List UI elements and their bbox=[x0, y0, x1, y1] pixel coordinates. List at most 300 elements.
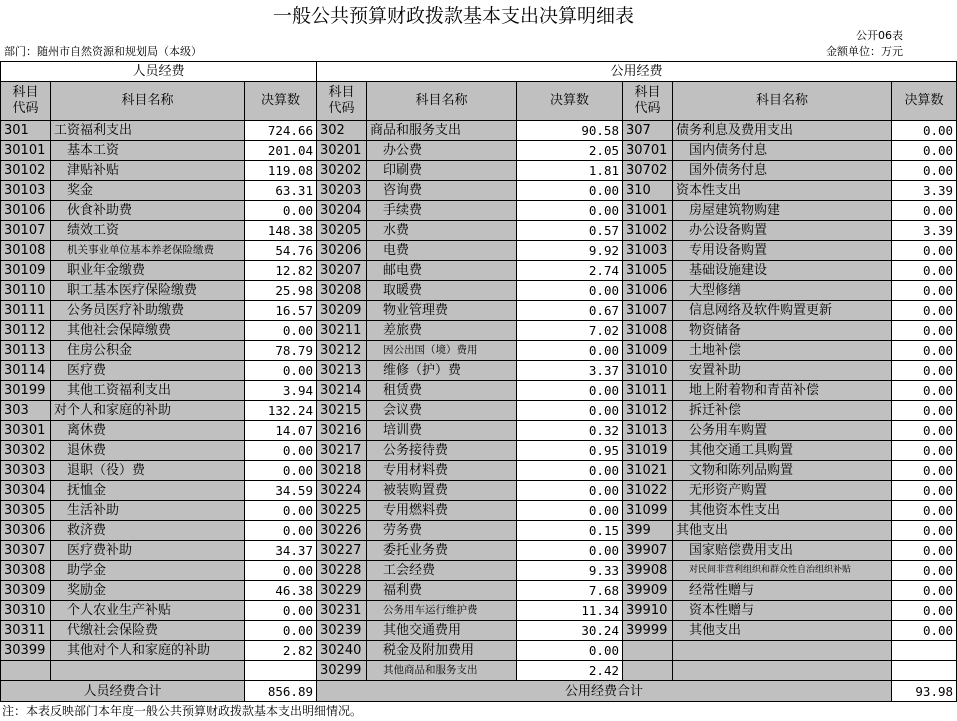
subject-code: 30224 bbox=[317, 481, 367, 501]
table-row bbox=[1, 181, 957, 201]
amount-value: 0.00 bbox=[517, 181, 623, 201]
subject-code: 30225 bbox=[317, 501, 367, 521]
subject-name: 办公设备购置 bbox=[673, 221, 892, 241]
subject-name: 国内债务付息 bbox=[673, 141, 892, 161]
amount-value: 54.76 bbox=[245, 241, 317, 261]
subject-name: 无形资产购置 bbox=[673, 481, 892, 501]
subject-name: 物资储备 bbox=[673, 321, 892, 341]
subject-name: 奖励金 bbox=[51, 581, 245, 601]
subject-name: 公务用车运行维护费 bbox=[367, 601, 517, 621]
table-row bbox=[1, 121, 957, 141]
subject-name bbox=[51, 661, 245, 681]
subject-code: 30208 bbox=[317, 281, 367, 301]
amount-value: 78.79 bbox=[245, 341, 317, 361]
subject-code: 30112 bbox=[1, 321, 51, 341]
subject-code: 30216 bbox=[317, 421, 367, 441]
subject-name: 住房公积金 bbox=[51, 341, 245, 361]
subject-code: 30307 bbox=[1, 541, 51, 561]
amount-value: 46.38 bbox=[245, 581, 317, 601]
public-total-value: 93.98 bbox=[892, 681, 957, 702]
amount-value: 0.00 bbox=[892, 301, 957, 321]
totals-row bbox=[1, 681, 957, 702]
subject-code: 310 bbox=[623, 181, 673, 201]
subject-name: 基础设施建设 bbox=[673, 261, 892, 281]
subject-name: 其他对个人和家庭的补助 bbox=[51, 641, 245, 661]
subject-code: 30229 bbox=[317, 581, 367, 601]
subject-name: 会议费 bbox=[367, 401, 517, 421]
subject-code: 30114 bbox=[1, 361, 51, 381]
amount-value: 0.00 bbox=[892, 461, 957, 481]
subject-code: 31021 bbox=[623, 461, 673, 481]
amount-value: 0.57 bbox=[517, 221, 623, 241]
subject-name: 委托业务费 bbox=[367, 541, 517, 561]
amount-value: 90.58 bbox=[517, 121, 623, 141]
table-row bbox=[1, 141, 957, 161]
amount-value: 3.37 bbox=[517, 361, 623, 381]
amount-value: 0.00 bbox=[892, 521, 957, 541]
subject-code: 30240 bbox=[317, 641, 367, 661]
subject-name: 办公费 bbox=[367, 141, 517, 161]
subject-code: 30206 bbox=[317, 241, 367, 261]
subject-name: 印刷费 bbox=[367, 161, 517, 181]
amount-value: 0.15 bbox=[517, 521, 623, 541]
subject-name: 安置补助 bbox=[673, 361, 892, 381]
amount-value: 0.00 bbox=[892, 241, 957, 261]
subject-name: 大型修缮 bbox=[673, 281, 892, 301]
subject-name: 其他工资福利支出 bbox=[51, 381, 245, 401]
subject-name: 经常性赠与 bbox=[673, 581, 892, 601]
table-row bbox=[1, 461, 957, 481]
subject-code bbox=[1, 661, 51, 681]
subject-name: 津贴补贴 bbox=[51, 161, 245, 181]
table-row bbox=[1, 261, 957, 281]
subject-code: 30228 bbox=[317, 561, 367, 581]
amount-value: 0.00 bbox=[892, 381, 957, 401]
subject-code: 30108 bbox=[1, 241, 51, 261]
subject-code: 39910 bbox=[623, 601, 673, 621]
subject-code: 30103 bbox=[1, 181, 51, 201]
subject-name: 文物和陈列品购置 bbox=[673, 461, 892, 481]
amount-value: 0.00 bbox=[517, 281, 623, 301]
amount-value: 0.95 bbox=[517, 441, 623, 461]
subject-name: 奖金 bbox=[51, 181, 245, 201]
table-row bbox=[1, 301, 957, 321]
subject-name: 助学金 bbox=[51, 561, 245, 581]
subject-name: 其他交通费用 bbox=[367, 621, 517, 641]
amount-value: 9.92 bbox=[517, 241, 623, 261]
subject-code: 30308 bbox=[1, 561, 51, 581]
subject-code bbox=[623, 661, 673, 681]
amount-value: 0.00 bbox=[245, 321, 317, 341]
amount-value: 0.00 bbox=[517, 641, 623, 661]
amount-value: 34.37 bbox=[245, 541, 317, 561]
subject-code: 30306 bbox=[1, 521, 51, 541]
subject-name: 公务接待费 bbox=[367, 441, 517, 461]
subject-code: 30239 bbox=[317, 621, 367, 641]
subject-code: 30199 bbox=[1, 381, 51, 401]
table-row bbox=[1, 341, 957, 361]
subject-name bbox=[673, 661, 892, 681]
subject-code: 30204 bbox=[317, 201, 367, 221]
subject-code: 30212 bbox=[317, 341, 367, 361]
subject-name: 公务员医疗补助缴费 bbox=[51, 301, 245, 321]
amount-value: 0.00 bbox=[245, 361, 317, 381]
subject-name: 工会经费 bbox=[367, 561, 517, 581]
table-row bbox=[1, 481, 957, 501]
subject-name: 职工基本医疗保险缴费 bbox=[51, 281, 245, 301]
amount-value: 7.68 bbox=[517, 581, 623, 601]
subject-name: 土地补偿 bbox=[673, 341, 892, 361]
expenditure-table bbox=[0, 61, 957, 702]
subject-name: 基本工资 bbox=[51, 141, 245, 161]
subject-code: 399 bbox=[623, 521, 673, 541]
name-header: 科目名称 bbox=[673, 82, 892, 121]
subject-code: 30107 bbox=[1, 221, 51, 241]
subject-name: 手续费 bbox=[367, 201, 517, 221]
subject-code: 31008 bbox=[623, 321, 673, 341]
subject-code: 30227 bbox=[317, 541, 367, 561]
amount-value: 0.00 bbox=[892, 401, 957, 421]
subject-code: 31009 bbox=[623, 341, 673, 361]
table-row bbox=[1, 621, 957, 641]
amount-value: 0.32 bbox=[517, 421, 623, 441]
subject-name: 维修（护）费 bbox=[367, 361, 517, 381]
footnote: 注：本表反映部门本年度一般公共预算财政拨款基本支出明细情况。 bbox=[2, 704, 363, 718]
subject-code: 30702 bbox=[623, 161, 673, 181]
subject-code: 31099 bbox=[623, 501, 673, 521]
amount-value: 0.00 bbox=[892, 441, 957, 461]
code-header: 科目 代码 bbox=[317, 82, 367, 121]
subject-name: 代缴社会保险费 bbox=[51, 621, 245, 641]
table-row bbox=[1, 521, 957, 541]
amount-value: 0.00 bbox=[892, 141, 957, 161]
table-row bbox=[1, 321, 957, 341]
public-header: 公用经费 bbox=[317, 62, 957, 82]
table-row bbox=[1, 441, 957, 461]
amount-value: 0.00 bbox=[245, 601, 317, 621]
amount-value: 0.00 bbox=[892, 581, 957, 601]
subject-code: 30303 bbox=[1, 461, 51, 481]
subject-name: 取暖费 bbox=[367, 281, 517, 301]
table-row bbox=[1, 641, 957, 661]
subject-name: 其他商品和服务支出 bbox=[367, 661, 517, 681]
subject-code: 30109 bbox=[1, 261, 51, 281]
code-header: 科目 代码 bbox=[1, 82, 51, 121]
subject-name: 水费 bbox=[367, 221, 517, 241]
public-total-label: 公用经费合计 bbox=[317, 681, 892, 702]
amount-value: 0.00 bbox=[892, 601, 957, 621]
amount-value: 0.00 bbox=[892, 281, 957, 301]
subject-code: 39907 bbox=[623, 541, 673, 561]
subject-code: 30213 bbox=[317, 361, 367, 381]
table-row bbox=[1, 241, 957, 261]
amount-value: 0.00 bbox=[245, 501, 317, 521]
amount-value: 0.00 bbox=[245, 441, 317, 461]
amount-value: 12.82 bbox=[245, 261, 317, 281]
subject-code: 30305 bbox=[1, 501, 51, 521]
subject-name: 公务用车购置 bbox=[673, 421, 892, 441]
subject-name: 专用燃料费 bbox=[367, 501, 517, 521]
subject-name: 信息网络及软件购置更新 bbox=[673, 301, 892, 321]
amount-value: 724.66 bbox=[245, 121, 317, 141]
amount-value: 0.00 bbox=[517, 501, 623, 521]
amount-value: 0.00 bbox=[892, 621, 957, 641]
subject-code: 30205 bbox=[317, 221, 367, 241]
report-title: 一般公共预算财政拨款基本支出决算明细表 bbox=[272, 5, 634, 27]
form-code: 公开06表 bbox=[856, 29, 903, 42]
subject-name: 专用设备购置 bbox=[673, 241, 892, 261]
amount-value: 148.38 bbox=[245, 221, 317, 241]
amount-value: 0.00 bbox=[892, 201, 957, 221]
amount-header: 决算数 bbox=[245, 82, 317, 121]
amount-value: 0.00 bbox=[245, 561, 317, 581]
subject-name: 工资福利支出 bbox=[51, 121, 245, 141]
amount-value: 0.00 bbox=[892, 161, 957, 181]
table-row bbox=[1, 601, 957, 621]
personnel-total-value: 856.89 bbox=[245, 681, 317, 702]
subject-name: 其他社会保障缴费 bbox=[51, 321, 245, 341]
subject-code: 39908 bbox=[623, 561, 673, 581]
subject-name: 地上附着物和青苗补偿 bbox=[673, 381, 892, 401]
subject-code: 30217 bbox=[317, 441, 367, 461]
table-row bbox=[1, 401, 957, 421]
amount-value: 0.00 bbox=[892, 321, 957, 341]
subject-name: 商品和服务支出 bbox=[367, 121, 517, 141]
personnel-header: 人员经费 bbox=[1, 62, 317, 82]
amount-value: 0.00 bbox=[245, 521, 317, 541]
amount-value: 11.34 bbox=[517, 601, 623, 621]
subject-code: 30102 bbox=[1, 161, 51, 181]
subject-name: 劳务费 bbox=[367, 521, 517, 541]
amount-value bbox=[892, 641, 957, 661]
amount-value: 0.00 bbox=[517, 461, 623, 481]
subject-code bbox=[623, 641, 673, 661]
amount-value: 0.00 bbox=[892, 501, 957, 521]
subject-code: 31022 bbox=[623, 481, 673, 501]
subject-code: 301 bbox=[1, 121, 51, 141]
subject-name: 其他资本性支出 bbox=[673, 501, 892, 521]
amount-value: 2.05 bbox=[517, 141, 623, 161]
subject-name: 差旅费 bbox=[367, 321, 517, 341]
subject-name: 绩效工资 bbox=[51, 221, 245, 241]
subject-code: 31012 bbox=[623, 401, 673, 421]
subject-name: 债务利息及费用支出 bbox=[673, 121, 892, 141]
amount-value: 63.31 bbox=[245, 181, 317, 201]
subject-name: 资本性支出 bbox=[673, 181, 892, 201]
subject-code: 31019 bbox=[623, 441, 673, 461]
amount-value: 0.00 bbox=[245, 201, 317, 221]
subject-name: 其他支出 bbox=[673, 521, 892, 541]
subject-name: 房屋建筑物购建 bbox=[673, 201, 892, 221]
subject-code: 31003 bbox=[623, 241, 673, 261]
subject-code: 30302 bbox=[1, 441, 51, 461]
amount-value: 2.42 bbox=[517, 661, 623, 681]
amount-value: 16.57 bbox=[245, 301, 317, 321]
subject-name: 退休费 bbox=[51, 441, 245, 461]
subject-name: 其他交通工具购置 bbox=[673, 441, 892, 461]
table-row bbox=[1, 381, 957, 401]
subject-code: 30209 bbox=[317, 301, 367, 321]
amount-header: 决算数 bbox=[517, 82, 623, 121]
subject-name: 专用材料费 bbox=[367, 461, 517, 481]
subject-name: 拆迁补偿 bbox=[673, 401, 892, 421]
subject-code: 39909 bbox=[623, 581, 673, 601]
subject-code: 30211 bbox=[317, 321, 367, 341]
subject-code: 31007 bbox=[623, 301, 673, 321]
subject-code: 30299 bbox=[317, 661, 367, 681]
subject-name: 对个人和家庭的补助 bbox=[51, 401, 245, 421]
amount-value: 119.08 bbox=[245, 161, 317, 181]
subject-code: 30106 bbox=[1, 201, 51, 221]
amount-value: 7.02 bbox=[517, 321, 623, 341]
name-header: 科目名称 bbox=[367, 82, 517, 121]
amount-value: 0.00 bbox=[517, 401, 623, 421]
table-row bbox=[1, 421, 957, 441]
subject-name: 其他支出 bbox=[673, 621, 892, 641]
subject-code: 30202 bbox=[317, 161, 367, 181]
subject-code: 31013 bbox=[623, 421, 673, 441]
amount-value: 0.00 bbox=[517, 381, 623, 401]
subject-name: 职业年金缴费 bbox=[51, 261, 245, 281]
subject-code: 30201 bbox=[317, 141, 367, 161]
subject-name: 资本性赠与 bbox=[673, 601, 892, 621]
amount-value: 0.00 bbox=[892, 361, 957, 381]
subject-name: 国外债务付息 bbox=[673, 161, 892, 181]
amount-value bbox=[892, 661, 957, 681]
amount-header: 决算数 bbox=[892, 82, 957, 121]
subject-code: 30207 bbox=[317, 261, 367, 281]
amount-value: 0.00 bbox=[892, 481, 957, 501]
subject-name: 救济费 bbox=[51, 521, 245, 541]
table-row bbox=[1, 501, 957, 521]
subject-name: 伙食补助费 bbox=[51, 201, 245, 221]
amount-value: 132.24 bbox=[245, 401, 317, 421]
table-row bbox=[1, 561, 957, 581]
subject-code: 30226 bbox=[317, 521, 367, 541]
amount-value: 0.00 bbox=[892, 541, 957, 561]
amount-value: 3.94 bbox=[245, 381, 317, 401]
subject-name: 电费 bbox=[367, 241, 517, 261]
amount-value: 0.00 bbox=[245, 461, 317, 481]
amount-value: 0.00 bbox=[892, 341, 957, 361]
department-label: 部门：随州市自然资源和规划局（本级） bbox=[4, 45, 202, 58]
subject-name: 咨询费 bbox=[367, 181, 517, 201]
amount-value: 14.07 bbox=[245, 421, 317, 441]
subject-code: 30309 bbox=[1, 581, 51, 601]
subject-code: 30215 bbox=[317, 401, 367, 421]
amount-value: 30.24 bbox=[517, 621, 623, 641]
table-row bbox=[1, 161, 957, 181]
amount-value: 0.00 bbox=[892, 261, 957, 281]
subject-name: 对民间非营利组织和群众性自治组织补贴 bbox=[673, 561, 892, 581]
subject-code: 31005 bbox=[623, 261, 673, 281]
amount-value: 0.00 bbox=[517, 341, 623, 361]
subject-code: 30399 bbox=[1, 641, 51, 661]
subject-name: 被装购置费 bbox=[367, 481, 517, 501]
subject-code: 30110 bbox=[1, 281, 51, 301]
amount-value: 1.81 bbox=[517, 161, 623, 181]
amount-value: 3.39 bbox=[892, 181, 957, 201]
table-row bbox=[1, 541, 957, 561]
amount-value: 9.33 bbox=[517, 561, 623, 581]
subject-code: 30310 bbox=[1, 601, 51, 621]
amount-value: 0.67 bbox=[517, 301, 623, 321]
subject-code: 30203 bbox=[317, 181, 367, 201]
subject-code: 31001 bbox=[623, 201, 673, 221]
subject-name: 邮电费 bbox=[367, 261, 517, 281]
amount-value: 25.98 bbox=[245, 281, 317, 301]
table-row bbox=[1, 581, 957, 601]
subject-code: 30218 bbox=[317, 461, 367, 481]
amount-value: 0.00 bbox=[245, 621, 317, 641]
subject-name: 福利费 bbox=[367, 581, 517, 601]
amount-value: 34.59 bbox=[245, 481, 317, 501]
subject-name: 机关事业单位基本养老保险缴费 bbox=[51, 241, 245, 261]
subject-code: 303 bbox=[1, 401, 51, 421]
table-row bbox=[1, 221, 957, 241]
subject-code: 30111 bbox=[1, 301, 51, 321]
subject-code: 307 bbox=[623, 121, 673, 141]
subject-code: 30311 bbox=[1, 621, 51, 641]
amount-value: 0.00 bbox=[892, 421, 957, 441]
amount-value bbox=[245, 661, 317, 681]
unit-label: 金额单位：万元 bbox=[826, 45, 903, 58]
subject-name: 税金及附加费用 bbox=[367, 641, 517, 661]
subject-code: 30101 bbox=[1, 141, 51, 161]
code-header: 科目 代码 bbox=[623, 82, 673, 121]
subject-code: 302 bbox=[317, 121, 367, 141]
subject-name: 个人农业生产补贴 bbox=[51, 601, 245, 621]
amount-value: 0.00 bbox=[517, 481, 623, 501]
subject-name: 退职（役）费 bbox=[51, 461, 245, 481]
amount-value: 201.04 bbox=[245, 141, 317, 161]
subject-code: 30304 bbox=[1, 481, 51, 501]
subject-name: 因公出国（境）费用 bbox=[367, 341, 517, 361]
table-row bbox=[1, 361, 957, 381]
subject-name: 抚恤金 bbox=[51, 481, 245, 501]
subject-name: 租赁费 bbox=[367, 381, 517, 401]
subject-name: 医疗费补助 bbox=[51, 541, 245, 561]
amount-value: 3.39 bbox=[892, 221, 957, 241]
amount-value: 2.82 bbox=[245, 641, 317, 661]
subject-code: 39999 bbox=[623, 621, 673, 641]
subject-code: 31011 bbox=[623, 381, 673, 401]
table-row bbox=[1, 661, 957, 681]
subject-code: 30214 bbox=[317, 381, 367, 401]
table-row bbox=[1, 281, 957, 301]
subject-code: 30231 bbox=[317, 601, 367, 621]
subject-name: 物业管理费 bbox=[367, 301, 517, 321]
subject-code: 31002 bbox=[623, 221, 673, 241]
subject-name: 培训费 bbox=[367, 421, 517, 441]
table-row bbox=[1, 201, 957, 221]
subject-name: 医疗费 bbox=[51, 361, 245, 381]
name-header: 科目名称 bbox=[51, 82, 245, 121]
amount-value: 0.00 bbox=[517, 541, 623, 561]
subject-code: 31006 bbox=[623, 281, 673, 301]
subject-code: 31010 bbox=[623, 361, 673, 381]
amount-value: 0.00 bbox=[892, 121, 957, 141]
amount-value: 0.00 bbox=[892, 561, 957, 581]
amount-value: 0.00 bbox=[517, 201, 623, 221]
subject-code: 30301 bbox=[1, 421, 51, 441]
subject-name: 生活补助 bbox=[51, 501, 245, 521]
amount-value: 2.74 bbox=[517, 261, 623, 281]
subject-code: 30701 bbox=[623, 141, 673, 161]
subject-code: 30113 bbox=[1, 341, 51, 361]
personnel-total-label: 人员经费合计 bbox=[1, 681, 245, 702]
subject-name bbox=[673, 641, 892, 661]
